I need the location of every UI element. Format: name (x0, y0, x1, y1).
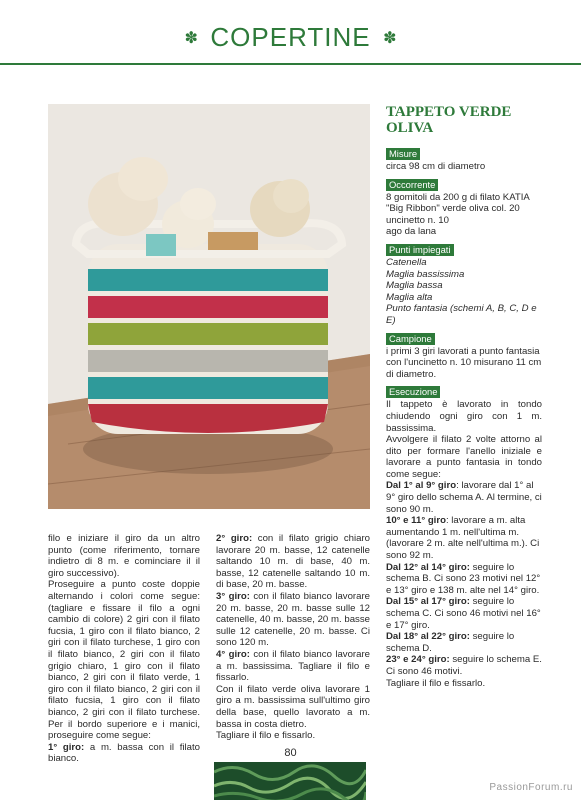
paragraph: 1° giro: a m. bassa con il filato bianco. (48, 741, 200, 765)
section-heading-punti: Punti impiegati (386, 244, 454, 256)
round-label: 1° giro: (48, 741, 85, 753)
paragraph: 2° giro: con il filato grigio chiaro lavorare 20 m. basse, 12 catenelle saltando 10 m. di base, 40 m. basse, 12 catenelle saltando 10 m. di base, 20 m. basse. (216, 533, 370, 591)
section-heading-occorrente: Occorrente (386, 179, 438, 191)
paragraph: Dal 15° al 17° giro: seguire lo schema C. Ci sono 46 motivi nel 16° e 17° giro. (386, 596, 541, 631)
section-heading-esecuzione: Esecuzione (386, 386, 440, 398)
section-heading-misure: Misure (386, 148, 420, 160)
paragraph: 23° e 24° giro: seguire lo schema E. Ci sono 46 motivi. (386, 654, 542, 677)
text-column-middle (216, 533, 370, 742)
paragraph: Proseguire a punto coste doppie alternando i colori come segue: (tagliare e fissare il filo a ogni cambio di colore) 2 giri con il filato fucsia, 1 giro con il filato bianco, 2 giri con il filato turchese, 1 giro con il filato bianco, 2 giri con il filato grigio chiaro, 1 giro con il filato bianco, 2 giri con il filato verde, 1 giro con il filato bianco, 2 giri con il filato fucsia, 1 giro con il filato bianco, 2 giri con il filato turchese. Per il bordo superiore e i manici, proseguire come segue: (48, 579, 200, 742)
paragraph: Tagliare il filo e fissarlo. (386, 677, 486, 689)
round-label: 3° giro: (216, 590, 250, 602)
flower-ornament-icon: ✽ (383, 29, 397, 47)
paragraph: Dal 12° al 14° giro: seguire lo schema B. Ci sono 23 motivi nel 12° e 13° giro e 138 m. alte nel 14° giro. (386, 561, 541, 596)
paragraph: 10° e 11° giro: lavorare a m. alta aumentando 1 m. nell'ultima m. (lavorare 2 m. alte nell'ultima m.). Ci sono 92 m. (386, 515, 540, 562)
paragraph: Il tappeto è lavorato in tondo chiudendo ogni giro con 1 m. bassissima. (386, 399, 542, 434)
paragraph: 3° giro: con il filato bianco lavorare 20 m. basse, 20 m. basse sulle 12 catenelle, 40 m. basse, 20 m. basse sulle 12 catenelle, 20 m. basse. Ci sono 120 m. (216, 590, 370, 649)
paragraph: Dal 18° al 22° giro: seguire lo schema D. (386, 631, 515, 654)
stitch-item: Punto fantasia (schemi A, B, C, D e E) (386, 303, 537, 326)
paragraph: Con il filato verde oliva lavorare 1 giro a m. bassissima sull'ultimo giro della base, quello lavorato a m. bassa in costa dietro. (216, 683, 370, 730)
round-label: 10° e 11° giro (386, 515, 446, 527)
header-divider (0, 63, 581, 65)
round-label: 4° giro: (216, 648, 250, 660)
project-title: TAPPETO VERDE OLIVA (386, 104, 512, 136)
stitch-item: Catenella (386, 256, 427, 268)
round-label: Dal 12° al 14° giro: (386, 561, 470, 573)
round-label: Dal 15° al 17° giro: (386, 596, 470, 608)
paragraph: Dal 1° al 9° giro: lavorare dal 1° al 9° giro dello schema A. Al termine, ci sono 90 m. (386, 480, 542, 515)
flower-ornament-icon: ✽ (184, 29, 198, 47)
basket-photo (48, 104, 370, 509)
round-label: 2° giro: (216, 533, 253, 544)
watermark: PassionForum.ru (489, 782, 573, 793)
section-title: COPERTINE (210, 22, 371, 52)
paragraph: filo e iniziare il giro da un altro punto (come riferimento, tornare indietro di 8 m. e cominciare il il giro successivo). (48, 533, 200, 579)
paragraph: 4° giro: con il filato bianco lavorare a m. bassissima. Tagliare il filo e fissarlo. (216, 648, 370, 684)
text-column-left (48, 533, 200, 765)
occorrente-item: 8 gomitoli da 200 g di filato KATIA "Big Ribbon" verde oliva col. 20 (386, 191, 530, 215)
paragraph: Tagliare il filo e fissarlo. (216, 730, 316, 742)
paragraph: Avvolgere il filato 2 volte attorno al dito per formare l'anello iniziale e lavorare a punto fantasia in tondo come segue: (386, 434, 542, 480)
page-header (0, 22, 581, 62)
occorrente-item: uncinetto n. 10 (386, 214, 449, 226)
foliage-strip (214, 762, 366, 800)
campione-text: i primi 3 giri lavorati a punto fantasia con l'uncinetto n. 10 misurano 11 cm di diametro. (386, 345, 542, 380)
section-heading-campione: Campione (386, 333, 435, 345)
occorrente-item: ago da lana (386, 226, 437, 238)
stitch-item: Maglia alta (386, 291, 433, 303)
round-label: Dal 18° al 22° giro: (386, 631, 470, 643)
stitch-item: Maglia bassissima (386, 268, 465, 280)
round-label: 23° e 24° giro: (386, 654, 450, 666)
page-number: 80 (284, 747, 297, 759)
misure-text: circa 98 cm di diametro (386, 161, 486, 172)
stitch-item: Maglia bassa (386, 280, 443, 292)
project-column (386, 104, 542, 689)
round-label: Dal 1° al 9° giro (386, 480, 457, 492)
